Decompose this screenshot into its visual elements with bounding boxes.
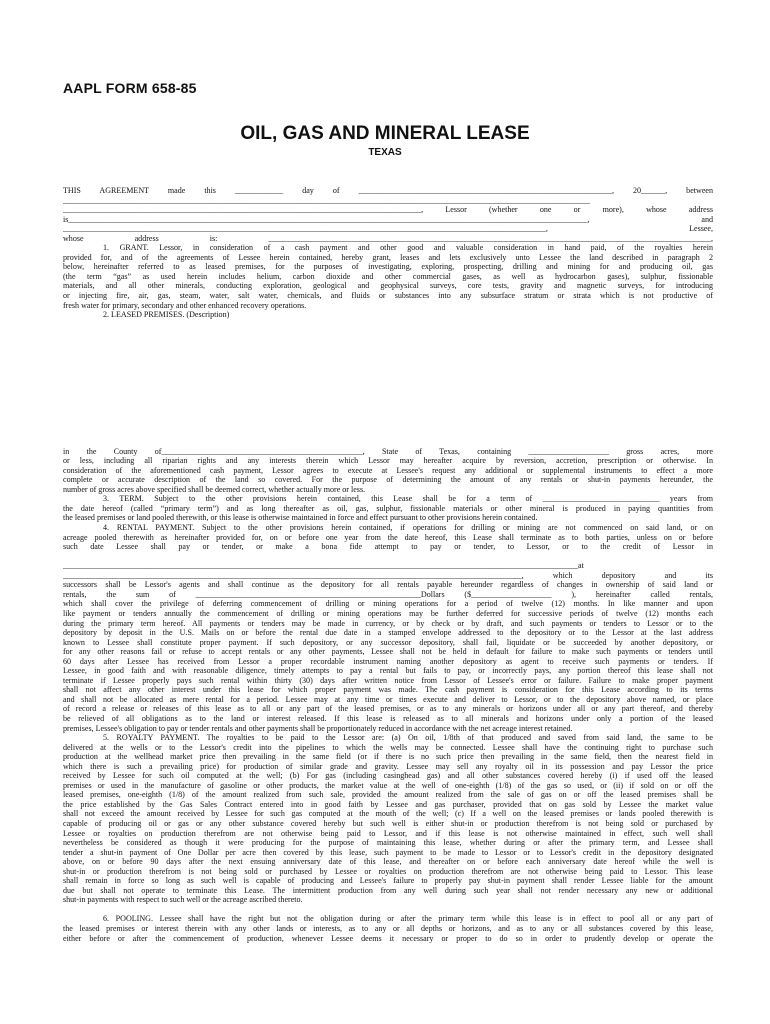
agreement-date-line[interactable]: THIS AGREEMENT made this ____________ day of _______________________________________________________________, 20______, between: [63, 186, 713, 195]
lessor-address-line[interactable]: is_________________________________________________________________________________________________________________________________, and: [63, 214, 713, 224]
text-line: shut-in payments with respect to such well or the acreage ascribed thereto.: [63, 895, 303, 905]
text-line: fresh water for primary, secondary and other enhanced recovery operations.: [63, 300, 307, 310]
text-line: delivered at the wells or to the Lessor's credit into the pipelines to which the wells may be connected. Lessee shall have the continuing right to purchase such: [63, 742, 713, 752]
document-title: OIL, GAS AND MINERAL LEASE: [240, 123, 530, 144]
lessee-line[interactable]: ________________________________________________________________________________________________________________________, Lessee,: [63, 224, 713, 234]
text-line: during the primary term hereof. All payments or tenders may be made in currency, or by check or by draft, and such payments or tenders to Lessor or to the: [63, 618, 713, 628]
spacer: [63, 905, 713, 915]
text-line: (the term “gas” as used herein includes helium, carbon dioxide and other commercial gases, as well as hydrocarbon gases), sulphur, fissionable: [63, 271, 713, 281]
text-line: shut-in or production therefrom is not being sold or purchased by Lessee or royalties on production therefrom are not otherwise being paid to Lessor. This lease: [63, 866, 713, 876]
text-line: capable of producing oil or gas or any other substance covered hereby but such well is either shut-in or production therefrom is not being sold or purchased by: [63, 818, 713, 828]
text-line: Lessee or royalties on production therefrom are not otherwise being paid to Lessor, and if this lease is not otherwise maintained in effect, such well shall: [63, 828, 713, 838]
text-line: or less, including all riparian rights and any interests therein which Lessor may hereafter acquire by reversion, accretion, prescription or otherwise. In: [63, 456, 713, 466]
text-line: shall remain in force so long as such well is capable of producing and Lessee's failure to properly pay shut-in payment shall render Lessee liable for the amount: [63, 876, 713, 886]
party-blank-line[interactable]: ___________________________________________________________________________________________________________________________________: [63, 195, 591, 205]
text-line: or injecting fire, air, gas, steam, water, salt water, chemicals, and fluids or substances into any subsurface stratum or strata which is not productive of: [63, 291, 713, 301]
text-line: number of gross acres above specified shall be deemed correct, whether actually more or less.: [63, 484, 366, 494]
text-line: Lessee, in good faith and with reasonable diligence, timely attempts to pay a rental but fails to pay, or incorrectly pays, any portion thereof this lease shall not: [63, 666, 713, 676]
spacer: [63, 552, 713, 562]
text-line: which shall cover the privilege of deferring commencement of drilling or mining operations for a period of twelve (12) months. In like manner and upon: [63, 599, 713, 609]
text-line: for any other reasons fail or refuse to accept rentals or any other payments, Lessee shall not be held in default for failure to make such payments or tenders until: [63, 647, 713, 657]
text-line: production at the wellhead market price then prevailing in the same field (or if there is no such price then prevailing in the same field, then the nearest field in: [63, 752, 713, 762]
depository-line-2[interactable]: __________________________________________________________________________________________________________________, which depository and its: [63, 570, 713, 580]
text-line: tender a shut-in payment of One Dollar per acre then covered by this lease, such payment to be made to Lessor or to Lessor's credit in the depository designated: [63, 847, 713, 857]
text-line: the leased premises or land pooled therewith, or this lease is otherwise maintained in force and effect pursuant to other provisions herein contained.: [63, 513, 538, 523]
text-line: leased premises, one-eighth (1/8) of the amount realized from such sale, provided the amount realized from the sale of gas on or off the leased premises shall be: [63, 790, 713, 800]
lessor-line[interactable]: _________________________________________________________________________________________, Lessor (whether one or more), whose address: [63, 205, 713, 215]
text-line: which there is such a prevailing price) for production of similar grade and gravity. Lessee may sell any royalty oil in its possession and pay Lessor the price: [63, 761, 713, 771]
county-line[interactable]: in the County of__________________________________________________, State of Texas, containing ____________________ gross acres, more: [63, 446, 713, 456]
text-line: known to Lessee shall constitute proper payment. If such depository, or any successor depository, shall fail, liquidate or be succeeded by another depository, or: [63, 637, 713, 647]
text-line: below, hereinafter referred to as leased premises, for the purposes of investigating, exploring, prospecting, drilling and mining for and producing oil, gas: [63, 262, 713, 272]
text-line: premises, Lessee's obligation to pay or tender rentals and other payments shall be proportionately reduced in accordance with the net acreage interest retained.: [63, 723, 573, 733]
text-line: above, on or before 90 days after the next ensuing anniversary date of this lease, and thereafter on or before each anniversary date hereof while the well is: [63, 857, 713, 867]
text-line: acreage pooled therewith as hereinafter provided for, on or before one year from the date hereof, this Lease shall terminate as to both parties, unless on or before: [63, 532, 713, 542]
text-line: materials, and all other minerals, conducting exploration, geological and geophysical surveys, core tests, gravity and magnetic surveys, for introducing: [63, 281, 713, 291]
royalty-clause-line: 5. ROYALTY PAYMENT. The royalties to be paid to the Lessor are: (a) On oil, 1/8th of that produced and saved from said land, the same to be: [103, 733, 713, 743]
rental-sum-line[interactable]: rentals, the sum of ________________________________________________________Dollars ($____________________ ), hereinafter called rentals,: [63, 589, 713, 599]
grant-clause-line: 1. GRANT. Lessor, in consideration of a cash payment and other good and valuable consideration in hand paid, of the royalties herein: [103, 243, 713, 253]
text-line: either before or after the commencement of production, whenever Lessee deems it necessary or proper to do so in order to prudently develop or operate the: [63, 933, 713, 943]
text-line: and shall not be allocated as mere rental for a period. Lessee may at any time or times execute and deliver to Lessor, or to the depository above named, or place: [63, 694, 713, 704]
text-line: successors shall be Lessor's agents and shall continue as the depository for all rentals payable hereunder regardless of changes in ownership of said land or: [63, 580, 713, 590]
text-line: shall not exceed the amount received by Lessee for such gas computed at the mouth of the well; (c) If a well on the leased premises or lands pooled therewith is: [63, 809, 713, 819]
text-line: provided for, and of the agreements of Lessee herein contained, hereby grant, leases and lets exclusively unto Lessee the land described in paragraph 2: [63, 252, 713, 262]
text-line: nevertheless be considered as though it were producing for the purpose of maintaining this lease, whether during or after the primary term, and Lessee shall: [63, 838, 713, 848]
text-line: consideration of the aforementioned cash payment, Lessor agrees to execute at Lessee's request any additional or supplemental instruments to effect a more: [63, 465, 713, 475]
description-area[interactable]: [63, 320, 713, 447]
text-line: due but shall not operate to terminate this Lease. The intermittent production from any well during such year shall not render necessary any new or additional: [63, 885, 713, 895]
text-line: the price established by the Gas Sales Contract entered into in good faith by Lessee and gas purchaser, provided that on gas sold by Lessee the market value: [63, 799, 713, 809]
pooling-clause-line: 6. POOLING. Lessee shall have the right but not the obligation during or after the primary term while this lease is in effect to pool all or any part of: [103, 914, 713, 924]
text-line: complete or accurate description of the land so covered. For the purpose of determining the amount of any rentals or shut-in payments hereunder, the: [63, 475, 713, 485]
text-line: received by Lessee for such oil computed at the well; (b) For gas (including casinghead gas) and all other substances covered hereby (i) if used off the leased: [63, 771, 713, 781]
text-line: depository by deposit in the U.S. Mails on or before the rental due date in a stamped envelope addressed to the depository or to the Lessor at the last address: [63, 628, 713, 638]
text-line: shall not affect any other interest under this lease for which proper payment was made. The cash payment is consideration for this Lease according to its terms: [63, 685, 713, 695]
lease-body: [63, 186, 713, 943]
text-line: premises or used in the manufacture of gasoline or other products, the market value at the well of one-eighth (1/8) of the gas so used, or (ii) if sold on or off the: [63, 780, 713, 790]
rental-clause-line: 4. RENTAL PAYMENT. Subject to the other provisions herein contained, if operations for drilling or mining are not commenced on said land, or on: [103, 523, 713, 533]
leased-premises-heading: 2. LEASED PREMISES. (Description): [103, 310, 230, 320]
text-line: like payment or tenders annually the commencement of drilling or mining operations may be further deferred for successive periods of twelve (12) months each: [63, 608, 713, 618]
text-line: 60 days after Lessee has received from Lessor a proper recordable instrument naming another depository as agent to receive such payments or tenders. If: [63, 656, 713, 666]
text-line: terminate if Lessee properly pays such rental within thirty (30) days after written notice from Lessor of Lessee's error or failure. Failure to make proper payment: [63, 675, 713, 685]
text-line: of record a release or releases of this lease as to all or any part of the leased premises, or as to any minerals or horizons under all or any part thereof, and thereby: [63, 704, 713, 714]
term-clause-line[interactable]: 3. TERM. Subject to the other provisions herein contained, this Lease shall be for a term of _____________________________ years from: [103, 494, 713, 504]
form-number: AAPL FORM 658-85: [63, 80, 197, 96]
depository-line[interactable]: ________________________________________________________________________________________________________________________________at: [63, 561, 584, 571]
document-state: TEXAS: [368, 147, 402, 158]
text-line: the leased premises or interest therein with any other lands or interests, as to any or all depths or horizons, and as to any or all substances covered by this lease,: [63, 924, 713, 933]
text-line: the date hereof (called “primary term”) and as long thereafter as oil, gas, sulphur, fissionable materials or other mineral is produced in paying quantities from: [63, 503, 713, 513]
lessee-address-line[interactable]: whose address is: ______________________________________________________________________________________________________________,: [63, 233, 713, 243]
text-line: such date Lessee shall pay or tender, or make a bona fide attempt to pay or tender, to Lessor, or to the credit of Lessor in: [63, 542, 713, 552]
text-line: be relieved of all obligations as to the land or interest released. If this lease is released as to all minerals and horizons under only a portion of the leased: [63, 713, 713, 723]
